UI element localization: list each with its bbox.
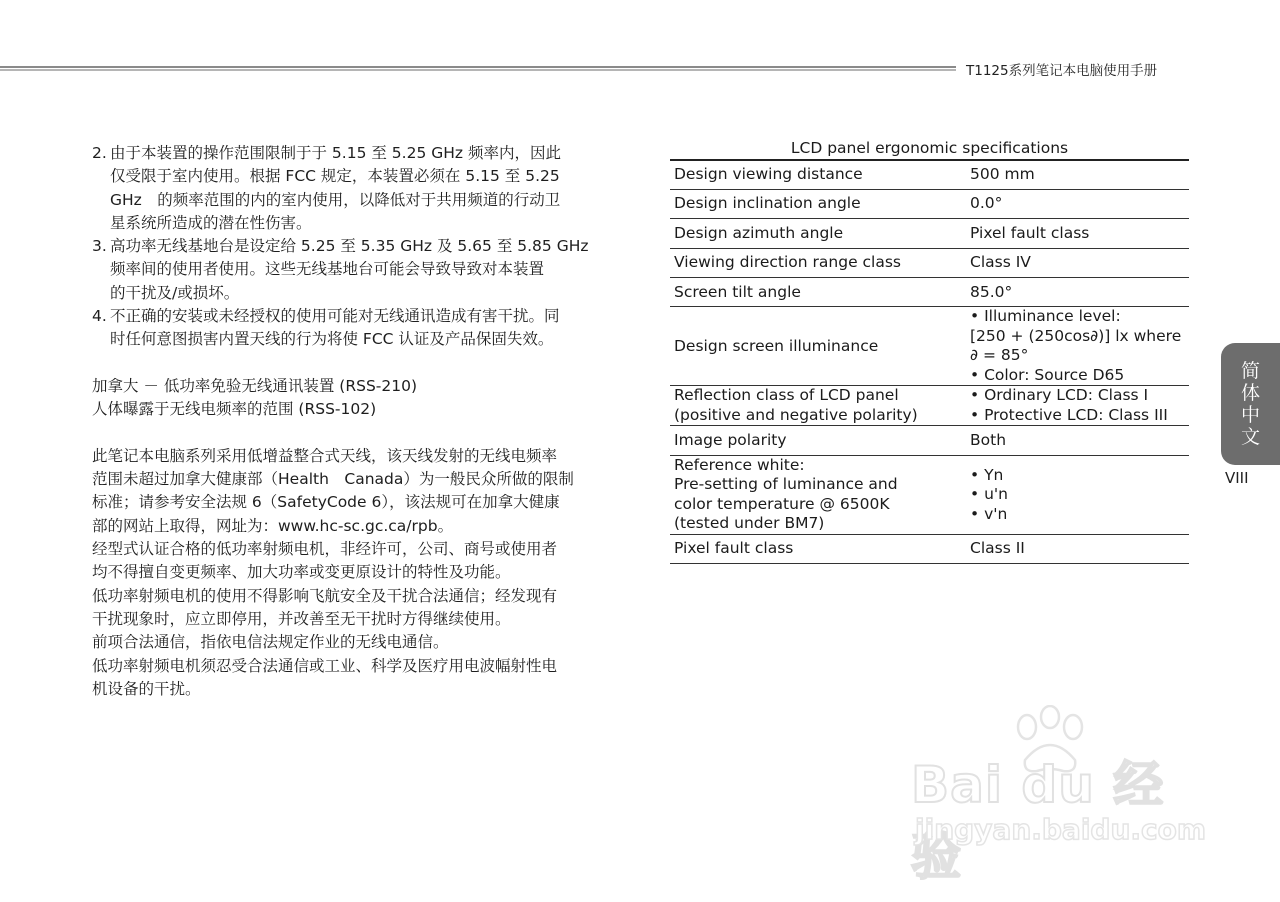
- spec-key: Reference white: Pre-setting of luminance and color temperature @ 6500K (tested under BM7): [670, 455, 966, 534]
- table-row: [670, 248, 1189, 277]
- table-row: [670, 278, 1189, 307]
- spec-value: 85.0°: [966, 278, 1189, 307]
- canada-heading-2: 人体曝露于无线电频率的范围 (RSS-102): [92, 400, 377, 419]
- spec-key: Pixel fault class: [670, 534, 966, 563]
- paragraph-antenna: 此笔记本电脑系列采用低增益整合式天线，该天线发射的无线电频率 范围未超过加拿大健康部（Health Canada）为一般民众所做的限制 标准；请参考安全法规 6（SafetyCode 6），该法规可在加拿大健康 部的网站上取得，网址为：www.hc-sc.gc.ca/rpb。: [92, 446, 574, 535]
- manual-title: T1125系列笔记本电脑使用手册: [966, 63, 1158, 79]
- list-item: 3. 高功率无线基地台是设定给 5.25 至 5.35 GHz 及 5.65 至 5.85 GHz 频率间的使用者使用。这些无线基地台可能会导致导致对本装置 的干扰及/或损坏。: [92, 237, 589, 302]
- spec-value: Class IV: [966, 248, 1189, 277]
- spec-key: Design inclination angle: [670, 189, 966, 218]
- spec-key: Design azimuth angle: [670, 219, 966, 248]
- table-row: [670, 189, 1189, 218]
- spec-key: Viewing direction range class: [670, 248, 966, 277]
- table-row: [670, 219, 1189, 248]
- table-row: [670, 426, 1189, 455]
- spec-value: • Yn • u'n • v'n: [966, 455, 1189, 534]
- language-tab-simplified-chinese[interactable]: 简 体 中 文: [1221, 343, 1280, 465]
- item-number: 4.: [92, 307, 107, 326]
- spec-key: Reflection class of LCD panel (positive and negative polarity): [670, 386, 966, 426]
- spec-value: Class II: [966, 534, 1189, 563]
- table-row: [670, 307, 1189, 386]
- spec-value: 0.0°: [966, 189, 1189, 218]
- watermark-logo-text: Bai du 经验: [911, 756, 1165, 886]
- spec-key: Screen tilt angle: [670, 278, 966, 307]
- spec-value: Both: [966, 426, 1189, 455]
- spec-key: Image polarity: [670, 426, 966, 455]
- baidu-jingyan-watermark: [905, 705, 1207, 886]
- item-number: 2.: [92, 144, 107, 162]
- lcd-spec-table-block: [670, 137, 1189, 564]
- spec-value: • Illuminance level: [250 + (250cos∂)] lx where ∂ = 85° • Color: Source D65: [966, 307, 1189, 386]
- spec-value: Pixel fault class: [966, 219, 1189, 248]
- paragraph-interference: 低功率射频电机的使用不得影响飞航安全及干扰合法通信；经发现有 干扰现象时，应立即停用，并改善至无干扰时方得继续使用。: [92, 586, 558, 628]
- list-item: 4. 不正确的安装或未经授权的使用可能对无线通讯造成有害干扰。同 时任何意图损害内置天线的行为将使 FCC 认证及产品保固失效。: [92, 307, 560, 349]
- canada-heading-1: 加拿大 － 低功率免验无线通讯装置 (RSS-210): [92, 376, 418, 395]
- table-row: [670, 455, 1189, 534]
- item-number: 3.: [92, 237, 107, 256]
- list-item: 2. 由于本装置的操作范围限制于于 5.15 至 5.25 GHz 频率内，因此 仅受限于室内使用。根据 FCC 规定，本装置必须在 5.15 至 5.25 GHz 的频率范围的内的室内使用，以降低对于共用频道的行动卫 星系统所造成的潜在性伤害。: [92, 144, 561, 232]
- spec-value: • Ordinary LCD: Class I • Protective LCD: Class III: [966, 386, 1189, 426]
- table-row: [670, 160, 1189, 189]
- header-rule: [0, 66, 956, 72]
- table-row: [670, 534, 1189, 563]
- lcd-spec-table: [670, 159, 1189, 564]
- page-number: VIII: [1225, 469, 1249, 487]
- left-column: [92, 142, 612, 701]
- paragraph-tolerance: 低功率射频电机须忍受合法通信或工业、科学及医疗用电波幅射性电 机设备的干扰。: [92, 656, 558, 698]
- spec-key: Design screen illuminance: [670, 307, 966, 386]
- spec-key: Design viewing distance: [670, 160, 966, 189]
- watermark-url: jingyan.baidu.com: [915, 813, 1207, 846]
- spec-value: 500 mm: [966, 160, 1189, 189]
- table-row: [670, 386, 1189, 426]
- paragraph-certification: 经型式认证合格的低功率射频电机，非经许可，公司、商号或使用者 均不得擅自变更频率、加大功率或变更原设计的特性及功能。: [92, 540, 558, 582]
- paragraph-legal-comm: 前项合法通信，指依电信法规定作业的无线电通信。: [92, 633, 449, 652]
- restriction-list: [92, 142, 612, 352]
- table-caption: LCD panel ergonomic specifications: [790, 139, 1069, 157]
